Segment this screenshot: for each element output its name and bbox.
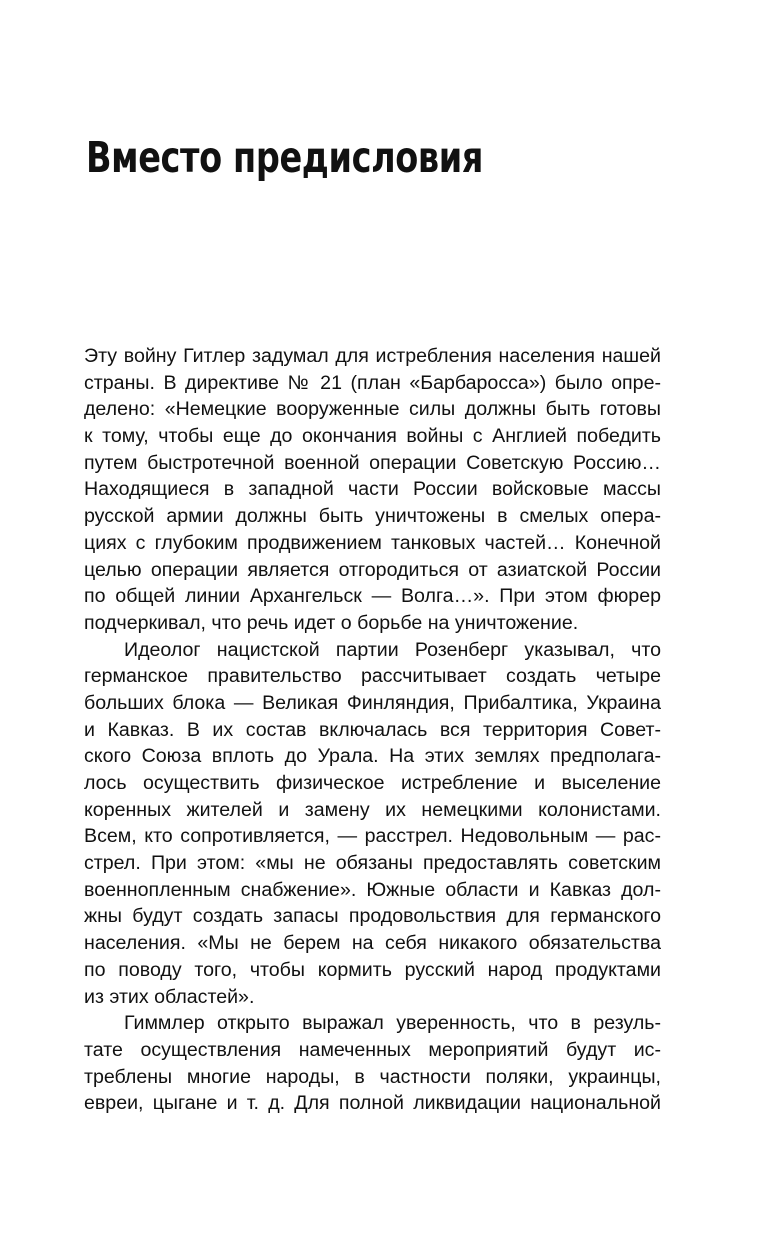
text-line: населения. «Мы не берем на себя никакого обязательства xyxy=(84,932,661,955)
text-line: германское правительство рассчитывает создать четыре xyxy=(84,665,661,688)
paragraph-1 xyxy=(84,343,661,637)
text-line: треблены многие народы, в частности поляки, украинцы, xyxy=(84,1065,661,1088)
text-line: военнопленным снабжение». Южные области и Кавказ дол- xyxy=(84,878,661,901)
text-line: страны. В директиве № 21 (план «Барбаросса») было опре- xyxy=(84,371,661,394)
text-line: тате осуществления намеченных мероприятий будут ис- xyxy=(84,1038,661,1061)
text-line: целью операции является отгородиться от азиатской России xyxy=(84,558,661,581)
text-line: по поводу того, чтобы кормить русский народ продуктами xyxy=(84,958,661,981)
text-line: ского Союза вплоть до Урала. На этих землях предполага- xyxy=(84,745,661,768)
text-line: Гиммлер открыто выражал уверенность, что в резуль- xyxy=(124,1012,661,1035)
text-line: Идеолог нацистской партии Розенберг указывал, что xyxy=(124,638,661,661)
text-line: евреи, цыгане и т. д. Для полной ликвидации национальной xyxy=(84,1092,661,1115)
text-line: циях с глубоким продвижением танковых частей… Конечной xyxy=(84,531,661,554)
text-line: по общей линии Архангельск — Волга…». При этом фюрер xyxy=(84,585,661,608)
text-line: русской армии должны быть уничтожены в смелых опера- xyxy=(84,505,661,528)
body-text xyxy=(84,343,661,1117)
text-line: и Кавказ. В их состав включалась вся территория Совет- xyxy=(84,718,661,741)
chapter-title: Вместо предисловия xyxy=(86,133,484,183)
text-line: к тому, чтобы еще до окончания войны с Англией победить xyxy=(84,425,661,448)
text-line: Находящиеся в западной части России войсковые массы xyxy=(84,478,661,501)
text-line: больших блока — Великая Финляндия, Прибалтика, Украина xyxy=(84,691,661,714)
text-line: жны будут создать запасы продовольствия для германского xyxy=(84,905,661,928)
text-line: путем быстротечной военной операции Советскую Россию… xyxy=(84,451,661,474)
text-line: Эту войну Гитлер задумал для истребления населения нашей xyxy=(84,345,661,367)
paragraph-2 xyxy=(84,637,661,1011)
text-line: из этих областей». xyxy=(84,985,255,1008)
text-line: Всем, кто сопротивляется, — расстрел. Недовольным — рас- xyxy=(84,825,661,848)
text-line: лось осуществить физическое истребление и выселение xyxy=(84,772,661,794)
text-line: подчеркивал, что речь идет о борьбе на уничтожение. xyxy=(84,611,579,634)
text-line: делено: «Немецкие вооруженные силы должны быть готовы xyxy=(84,398,661,421)
paragraph-3 xyxy=(84,1010,661,1117)
text-line: стрел. При этом: «мы не обязаны предоставлять советским xyxy=(84,852,661,875)
text-line: коренных жителей и замену их немецкими колонистами. xyxy=(84,798,661,821)
